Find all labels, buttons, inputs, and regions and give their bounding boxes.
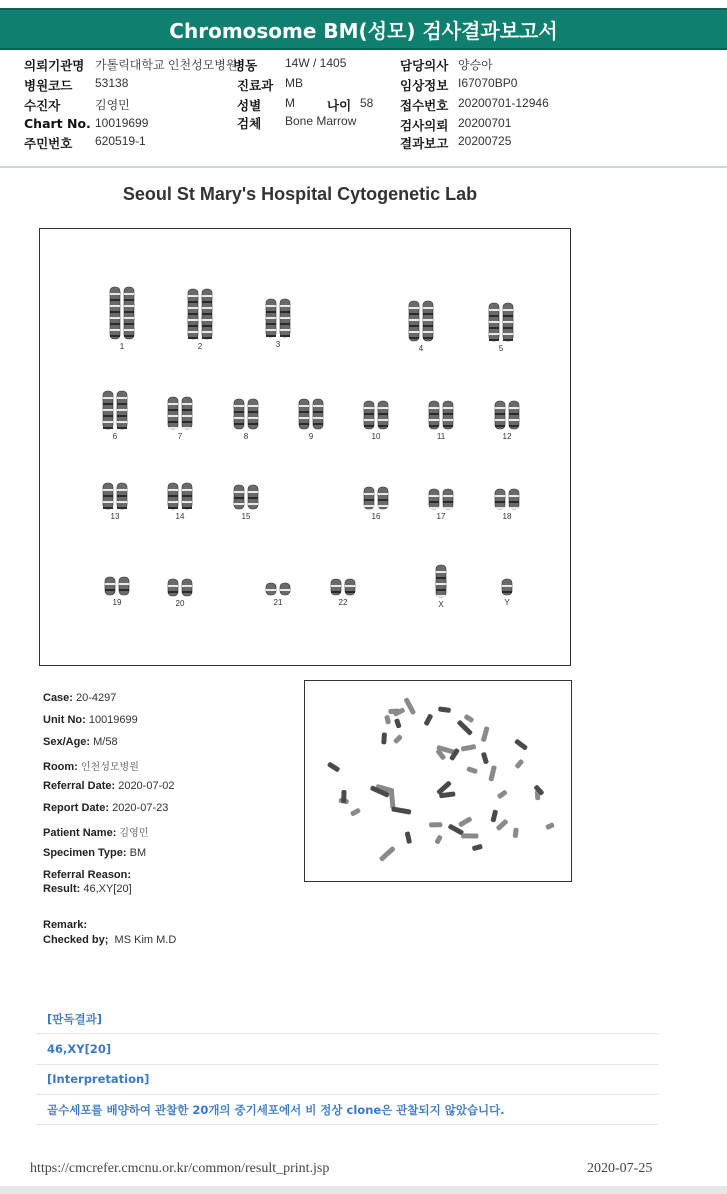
metaphase-chromosome	[434, 834, 443, 844]
metaphase-chromosome	[438, 706, 451, 713]
reason-label: Referral Reason:	[43, 869, 132, 881]
dept-value: MB	[285, 76, 303, 90]
patient-value: 김영민	[95, 98, 130, 112]
section-divider	[36, 1094, 658, 1095]
chromosome-X	[436, 565, 446, 609]
section-divider	[36, 1124, 658, 1125]
metaphase-spread	[304, 680, 572, 882]
chromosome-label: 9	[308, 432, 314, 441]
metaphase-chromosome	[341, 790, 346, 803]
chromosome-11	[429, 401, 453, 441]
chromosome-label: 10	[371, 432, 381, 441]
room-label: Room:	[43, 761, 78, 773]
interpretation-text: 골수세포를 배양하여 관찰한 20개의 중기세포에서 비 정상 clone은 관찰되지 않았습니다.	[47, 1103, 505, 1117]
clinical-value: I67070BP0	[458, 76, 518, 90]
chromosome-7	[168, 397, 192, 441]
chromosome-label: 11	[436, 432, 446, 441]
request-label: 검사의뢰	[400, 118, 449, 133]
metaphase-chromosome	[466, 766, 478, 774]
metaphase-chromosome	[463, 714, 474, 723]
chromosome-label: 1	[119, 342, 125, 351]
metaphase-chromosome	[461, 744, 477, 752]
org-value: 가톨릭대학교 인천성모병원	[95, 58, 238, 72]
chromosome-4	[409, 301, 433, 353]
chromosome-6	[103, 391, 127, 441]
room-row	[43, 758, 139, 773]
metaphase-chromosome	[403, 697, 416, 715]
metaphase-chromosome	[384, 715, 391, 725]
footer-date: 2020-07-25	[587, 1161, 653, 1176]
chromosome-20	[168, 579, 192, 608]
metaphase-chromosome	[350, 808, 361, 817]
unit-row	[43, 714, 138, 726]
case-value: 20-4297	[76, 692, 117, 704]
metaphase-chromosome	[381, 732, 387, 744]
metaphase-image	[305, 681, 571, 881]
metaphase-chromosome	[514, 759, 524, 770]
patient-label: 수진자	[24, 98, 61, 113]
reportdate-value: 2020-07-23	[112, 802, 169, 814]
footer-url: https://cmcrefer.cmcnu.or.kr/common/result_print.jsp	[30, 1161, 330, 1176]
ward-value: 14W / 1405	[285, 56, 347, 70]
referral-label: Referral Date:	[43, 780, 116, 792]
checked-value: MS Kim M.D	[114, 934, 177, 946]
ward-label: 병동	[233, 58, 258, 73]
reportdate-label: Report Date:	[43, 802, 110, 814]
dept-label: 진료과	[237, 78, 274, 93]
chromosome-label: X	[438, 600, 444, 609]
chromosome-15	[234, 485, 258, 521]
result-row	[43, 883, 132, 895]
result-label: Result:	[43, 883, 81, 895]
patientname-row	[43, 824, 148, 839]
metaphase-chromosome	[472, 844, 483, 851]
specimen-label: 검체	[237, 116, 262, 131]
unit-label: Unit No:	[43, 714, 86, 726]
specimentype-value: BM	[129, 847, 147, 859]
chromosome-14	[168, 483, 192, 521]
report-title: Chromosome BM(성모) 검사결과보고서	[0, 8, 727, 50]
metaphase-chromosome	[379, 846, 396, 862]
chromosome-16	[364, 487, 388, 521]
result-value: 46,XY[20]	[83, 883, 132, 895]
chromosome-label: 20	[175, 599, 185, 608]
chromosome-2	[188, 289, 212, 351]
metaphase-chromosome	[490, 809, 498, 822]
patientname-label: Patient Name:	[43, 827, 117, 839]
metaphase-chromosome	[393, 734, 403, 744]
hospcode-value: 53138	[95, 76, 129, 90]
chromosome-21	[266, 583, 290, 607]
metaphase-chromosome	[388, 709, 400, 714]
chromosome-22	[331, 579, 355, 607]
karyogram	[39, 228, 571, 666]
chromosome-18	[495, 489, 519, 521]
clinical-label: 임상정보	[400, 78, 449, 93]
metaphase-chromosome	[327, 761, 341, 772]
chromosome-label: 14	[175, 512, 185, 521]
metaphase-chromosome	[514, 738, 528, 750]
unit-value: 10019699	[88, 714, 138, 726]
sex-label: 성별	[237, 98, 262, 113]
result-header: [판독결과]	[47, 1012, 102, 1026]
chromosome-9	[299, 399, 323, 441]
referral-row	[43, 780, 174, 792]
rrn-label: 주민번호	[24, 136, 73, 151]
chromosome-label: 16	[371, 512, 381, 521]
rrn-value: 620519-1	[95, 134, 146, 148]
result-text: 46,XY[20]	[47, 1042, 112, 1056]
report-label: 결과보고	[400, 136, 449, 151]
checked-row	[43, 934, 176, 946]
chromosome-label: 7	[177, 432, 183, 441]
metaphase-chromosome	[497, 789, 508, 799]
report-value: 20200725	[458, 134, 512, 148]
sexage-label: Sex/Age:	[43, 736, 91, 748]
accession-label: 접수번호	[400, 98, 449, 113]
chromosome-label: 13	[110, 512, 120, 521]
page-bottom-edge	[0, 1186, 727, 1194]
chromosome-3	[266, 299, 290, 349]
chromosome-1	[110, 287, 134, 351]
chromosome-label: 21	[273, 598, 283, 607]
metaphase-chromosome	[461, 833, 478, 838]
metaphase-chromosome	[458, 816, 473, 827]
metaphase-chromosome	[513, 828, 519, 839]
metaphase-chromosome	[481, 752, 489, 765]
chromosome-label: 22	[338, 598, 348, 607]
specimen-row	[43, 847, 146, 859]
doctor-value: 양승아	[458, 58, 493, 72]
lab-title: Seoul St Mary's Hospital Cytogenetic Lab	[122, 184, 478, 204]
chromosome-10	[364, 401, 388, 441]
chart-value: 10019699	[95, 116, 149, 130]
sexage-row	[43, 736, 118, 748]
metaphase-chromosome	[481, 726, 490, 742]
header-divider	[0, 166, 727, 168]
patientname-value: 김영민	[119, 828, 149, 839]
chromosome-label: 5	[498, 344, 504, 353]
org-label: 의뢰기관명	[24, 58, 85, 73]
age-label: 나이	[327, 98, 352, 113]
metaphase-chromosome	[391, 806, 411, 814]
specimentype-label: Specimen Type:	[43, 847, 127, 859]
metaphase-chromosome	[429, 822, 442, 827]
sex-value: M	[285, 96, 295, 110]
chromosome-8	[234, 399, 258, 441]
metaphase-chromosome	[423, 713, 433, 726]
chromosome-label: 18	[502, 512, 512, 521]
accession-value: 20200701-12946	[458, 96, 549, 110]
request-value: 20200701	[458, 116, 512, 130]
hospcode-label: 병원코드	[24, 78, 73, 93]
chromosome-19	[105, 577, 129, 607]
chromosome-5	[489, 303, 513, 353]
reportdate-row	[43, 802, 168, 814]
chromosome-label: 12	[502, 432, 512, 441]
remark-row	[43, 919, 87, 931]
sexage-value: M/58	[93, 736, 118, 748]
chromosome-label: 15	[241, 512, 251, 521]
section-divider	[36, 1064, 658, 1065]
patient-info-block	[0, 52, 727, 162]
chromosome-13	[103, 483, 127, 521]
metaphase-chromosome	[405, 831, 412, 844]
chart-label: Chart No.	[24, 116, 91, 131]
chromosome-label: 6	[112, 432, 118, 441]
chromosome-label: 8	[243, 432, 249, 441]
metaphase-chromosome	[496, 819, 509, 832]
reason-row	[43, 869, 131, 881]
section-divider	[36, 1033, 658, 1034]
chromosome-label: 19	[112, 598, 122, 607]
chromosome-12	[495, 401, 519, 441]
chromosome-label: 17	[436, 512, 446, 521]
metaphase-chromosome	[545, 822, 555, 830]
room-value: 인천성모병원	[80, 762, 139, 773]
chromosome-label: 3	[275, 340, 281, 349]
specimen-value: Bone Marrow	[285, 114, 357, 128]
referral-value: 2020-07-02	[118, 780, 175, 792]
chromosome-label: 2	[197, 342, 203, 351]
checked-label: Checked by;	[43, 934, 109, 946]
chromosome-label: Y	[504, 598, 510, 607]
case-row	[43, 692, 116, 704]
age-value: 58	[360, 96, 374, 110]
metaphase-chromosome	[488, 765, 497, 782]
case-label: Case:	[43, 692, 73, 704]
metaphase-chromosome	[394, 718, 402, 729]
chromosome-label: 4	[418, 344, 424, 353]
interpretation-header: [Interpretation]	[47, 1072, 150, 1086]
doctor-label: 담당의사	[400, 58, 449, 73]
chromosome-Y	[502, 579, 512, 607]
karyogram-image	[40, 229, 570, 665]
remark-label: Remark:	[43, 919, 88, 931]
chromosome-17	[429, 489, 453, 521]
